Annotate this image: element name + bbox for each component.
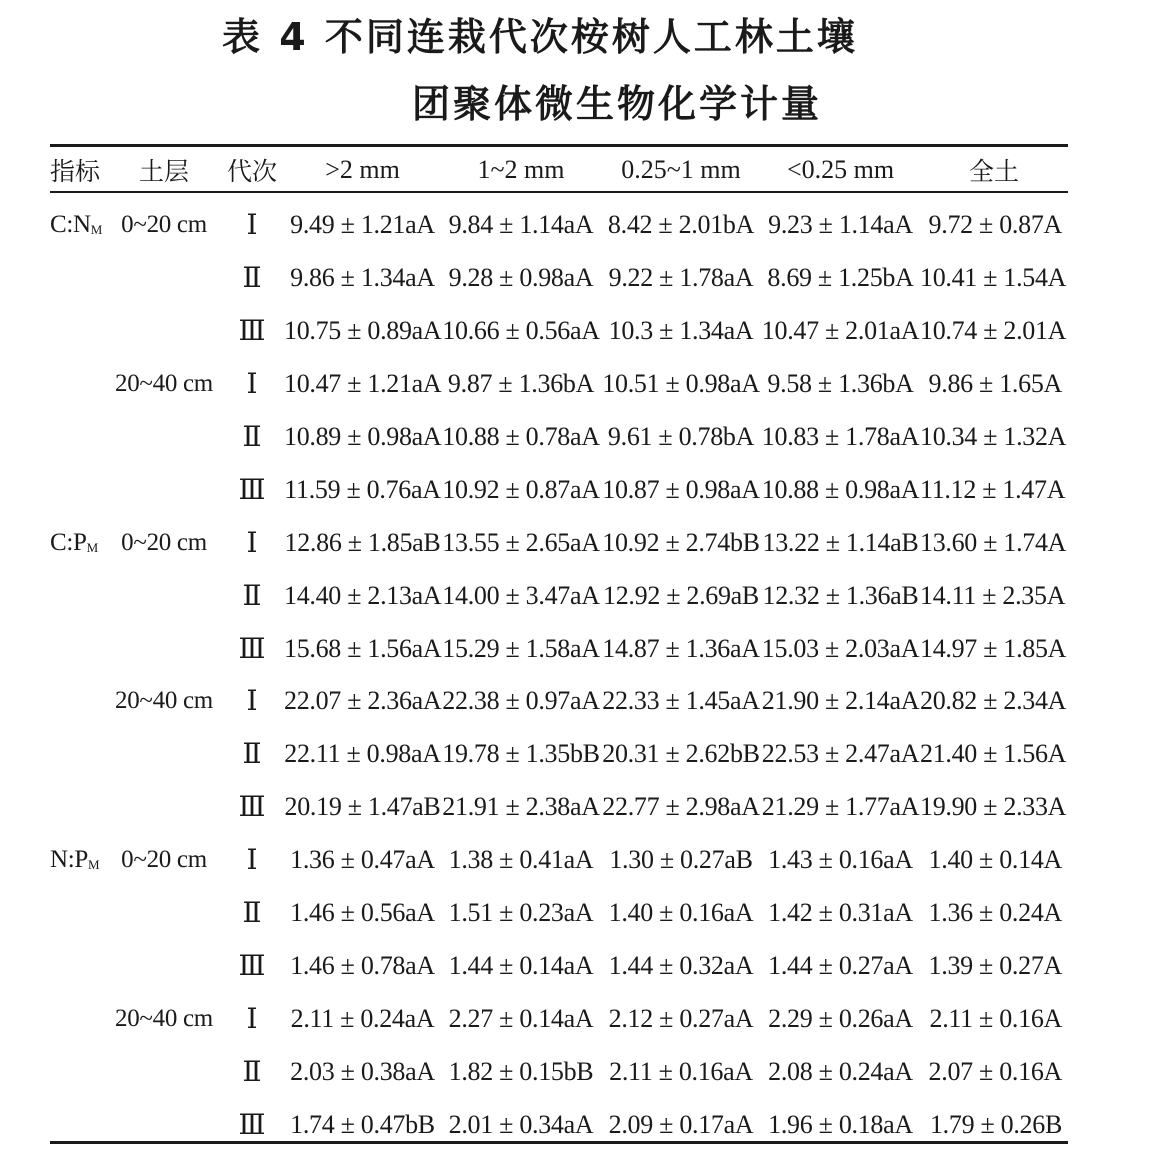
value-lt-025mm: 2.08 ± 0.24aA: [768, 1056, 913, 1086]
table-row: [50, 992, 1068, 1045]
indicator-cell: [50, 834, 108, 887]
generation-cell: Ⅱ: [242, 422, 262, 453]
value-gt-2mm: 14.40 ± 2.13aA: [284, 580, 442, 610]
indicator-cell: [50, 252, 108, 305]
soil-layer-cell: 0~20 cm: [121, 211, 207, 239]
soil-layer-cell: 0~20 cm: [121, 528, 207, 556]
value-025-1mm: 10.51 ± 0.98aA: [602, 369, 760, 399]
data-table: [50, 148, 1068, 1151]
indicator-cell: [50, 191, 108, 252]
value-025-1mm: 22.77 ± 2.98aA: [602, 792, 760, 822]
value-025-1mm: 20.31 ± 2.62bB: [602, 739, 760, 769]
table-row: [50, 1045, 1068, 1098]
indicator-cell: [50, 305, 108, 358]
value-gt-2mm: 1.46 ± 0.78aA: [290, 950, 435, 980]
value-lt-025mm: 8.69 ± 1.25bA: [767, 263, 914, 293]
value-1-2mm: 15.29 ± 1.58aA: [442, 633, 600, 663]
generation-cell: Ⅲ: [238, 1109, 266, 1141]
soil-layer-cell: [108, 569, 220, 622]
generation-cell: Ⅲ: [238, 633, 266, 665]
value-whole-soil: 2.07 ± 0.16A: [928, 1056, 1062, 1086]
value-whole-soil: 1.36 ± 0.24A: [928, 898, 1062, 928]
value-1-2mm: 9.87 ± 1.36bA: [447, 369, 595, 399]
value-whole-soil: 1.40 ± 0.14A: [928, 845, 1062, 875]
value-whole-soil: 2.11 ± 0.16A: [929, 1003, 1062, 1033]
value-1-2mm: 1.38 ± 0.41aA: [448, 845, 594, 875]
value-gt-2mm: 11.59 ± 0.76aA: [284, 474, 441, 504]
value-lt-025mm: 1.96 ± 0.18aA: [768, 1109, 913, 1139]
value-gt-2mm: 1.74 ± 0.47bB: [290, 1109, 435, 1139]
value-lt-025mm: 15.03 ± 2.03aA: [761, 633, 920, 663]
value-025-1mm: 2.11 ± 0.16aA: [609, 1056, 753, 1086]
value-1-2mm: 2.27 ± 0.14aA: [448, 1003, 594, 1033]
soil-layer-cell: [108, 1098, 220, 1151]
value-025-1mm: 1.40 ± 0.16aA: [608, 898, 754, 928]
indicator-cell: [50, 939, 108, 992]
table-title-line-2: 团聚体微生物化学计量: [412, 82, 823, 126]
table-header: [50, 148, 1068, 191]
table-row: [50, 728, 1068, 781]
value-1-2mm: 1.82 ± 0.15bB: [448, 1056, 594, 1086]
table-row: [50, 675, 1068, 728]
value-gt-2mm: 9.49 ± 1.21aA: [290, 210, 435, 240]
value-whole-soil: 10.34 ± 1.32A: [920, 422, 1067, 451]
table-row: [50, 252, 1068, 305]
value-1-2mm: 10.92 ± 0.87aA: [442, 474, 600, 504]
value-whole-soil: 21.40 ± 1.56A: [920, 739, 1067, 769]
value-lt-025mm: 9.58 ± 1.36bA: [767, 369, 914, 399]
generation-cell: Ⅰ: [246, 369, 258, 401]
value-lt-025mm: 22.53 ± 2.47aA: [761, 739, 920, 769]
soil-layer-cell: [108, 728, 220, 781]
value-025-1mm: 14.87 ± 1.36aA: [602, 633, 760, 663]
value-025-1mm: 10.87 ± 0.98aA: [602, 474, 760, 504]
soil-layer-cell: [108, 781, 220, 834]
indicator-subscript: M: [90, 222, 103, 238]
indicator-cell: [50, 887, 108, 940]
value-whole-soil: 10.41 ± 1.54A: [920, 263, 1067, 293]
indicator-cell: [50, 622, 108, 675]
table-body: [50, 191, 1068, 1151]
value-gt-2mm: 2.03 ± 0.38aA: [290, 1056, 435, 1086]
value-whole-soil: 10.74 ± 2.01A: [920, 316, 1067, 346]
value-lt-025mm: 12.32 ± 1.36aB: [762, 580, 919, 610]
generation-cell: Ⅲ: [238, 792, 266, 824]
value-025-1mm: 1.30 ± 0.27aB: [609, 845, 753, 875]
value-025-1mm: 2.09 ± 0.17aA: [608, 1109, 754, 1139]
indicator-label: C:P: [50, 528, 87, 556]
indicator-cell: [50, 569, 108, 622]
value-1-2mm: 13.55 ± 2.65aA: [442, 527, 600, 557]
indicator-cell: [50, 463, 108, 516]
value-lt-025mm: 1.43 ± 0.16aA: [768, 845, 913, 875]
table-row: [50, 887, 1068, 940]
generation-cell: Ⅲ: [238, 950, 266, 982]
indicator-cell: [50, 728, 108, 781]
header-whole-soil: 全土: [968, 156, 1019, 186]
value-gt-2mm: 22.07 ± 2.36aA: [284, 686, 442, 716]
value-whole-soil: 13.60 ± 1.74A: [920, 527, 1067, 557]
value-whole-soil: 9.72 ± 0.87A: [928, 210, 1062, 240]
value-025-1mm: 1.44 ± 0.32aA: [608, 950, 754, 980]
indicator-cell: [50, 992, 108, 1045]
indicator-cell: [50, 516, 108, 569]
soil-layer-cell: [108, 622, 220, 675]
value-025-1mm: 22.33 ± 1.45aA: [602, 686, 760, 716]
soil-layer-cell: [108, 252, 220, 305]
soil-layer-cell: 0~20 cm: [121, 846, 207, 874]
indicator-cell: [50, 781, 108, 834]
value-gt-2mm: 10.89 ± 0.98aA: [284, 422, 442, 451]
indicator-subscript: M: [86, 539, 98, 555]
header-indicator: 指标: [50, 156, 101, 186]
value-lt-025mm: 21.29 ± 1.77aA: [761, 792, 920, 822]
table-row: [50, 411, 1068, 464]
value-whole-soil: 20.82 ± 2.34A: [920, 686, 1067, 716]
generation-cell: Ⅰ: [246, 527, 258, 559]
value-025-1mm: 9.22 ± 1.78aA: [608, 263, 754, 293]
table-row: [50, 358, 1068, 411]
table-title-line-1: 表 4 不同连栽代次桉树人工林土壤: [222, 15, 858, 59]
value-gt-2mm: 15.68 ± 1.56aA: [284, 633, 442, 663]
generation-cell: Ⅲ: [238, 474, 266, 506]
soil-layer-cell: [108, 305, 220, 358]
table-row: [50, 191, 1068, 252]
table-row: [50, 305, 1068, 358]
value-whole-soil: 14.97 ± 1.85A: [920, 633, 1067, 663]
value-1-2mm: 14.00 ± 3.47aA: [442, 580, 600, 610]
generation-cell: Ⅱ: [242, 739, 262, 771]
value-1-2mm: 10.66 ± 0.56aA: [442, 316, 600, 346]
value-whole-soil: 11.12 ± 1.47A: [920, 474, 1066, 504]
generation-cell: Ⅱ: [242, 263, 262, 295]
value-1-2mm: 21.91 ± 2.38aA: [442, 792, 600, 822]
value-gt-2mm: 1.46 ± 0.56aA: [290, 898, 435, 928]
indicator-label: C:N: [50, 211, 91, 239]
value-lt-025mm: 13.22 ± 1.14aB: [762, 527, 919, 557]
value-lt-025mm: 1.44 ± 0.27aA: [768, 950, 913, 980]
value-gt-2mm: 22.11 ± 0.98aA: [284, 739, 441, 769]
value-lt-025mm: 10.88 ± 0.98aA: [761, 474, 920, 504]
indicator-cell: [50, 675, 108, 728]
table-row: [50, 781, 1068, 834]
header-lt-025mm: <0.25 mm: [786, 154, 895, 184]
value-gt-2mm: 2.11 ± 0.24aA: [290, 1003, 435, 1033]
value-lt-025mm: 10.47 ± 2.01aA: [761, 316, 920, 346]
generation-cell: Ⅱ: [242, 1056, 262, 1088]
generation-cell: Ⅰ: [246, 1003, 258, 1035]
table-row: [50, 463, 1068, 516]
value-1-2mm: 2.01 ± 0.34aA: [448, 1109, 594, 1139]
value-025-1mm: 10.3 ± 1.34aA: [608, 316, 754, 346]
value-lt-025mm: 10.83 ± 1.78aA: [761, 422, 920, 451]
value-1-2mm: 9.28 ± 0.98aA: [448, 263, 594, 293]
generation-cell: Ⅱ: [242, 580, 262, 612]
indicator-cell: [50, 358, 108, 411]
generation-cell: Ⅱ: [242, 898, 262, 930]
value-1-2mm: 9.84 ± 1.14aA: [448, 210, 594, 240]
value-025-1mm: 9.61 ± 0.78bA: [607, 422, 755, 451]
value-whole-soil: 19.90 ± 2.33A: [920, 792, 1067, 822]
top-rule: [50, 144, 1068, 147]
table-row: [50, 622, 1068, 675]
generation-cell: Ⅰ: [246, 845, 258, 877]
value-1-2mm: 10.88 ± 0.78aA: [442, 422, 600, 451]
value-gt-2mm: 10.75 ± 0.89aA: [284, 316, 442, 346]
value-1-2mm: 1.51 ± 0.23aA: [448, 898, 594, 928]
indicator-label: N:P: [50, 846, 89, 874]
generation-cell: Ⅰ: [246, 686, 258, 718]
value-lt-025mm: 9.23 ± 1.14aA: [768, 210, 913, 240]
table-row: [50, 569, 1068, 622]
value-gt-2mm: 20.19 ± 1.47aB: [284, 792, 441, 822]
generation-cell: Ⅰ: [246, 210, 258, 242]
value-whole-soil: 9.86 ± 1.65A: [928, 369, 1062, 399]
soil-layer-cell: [108, 939, 220, 992]
indicator-cell: [50, 1045, 108, 1098]
value-gt-2mm: 1.36 ± 0.47aA: [290, 845, 435, 875]
header-025-1mm: 0.25~1 mm: [621, 154, 741, 184]
value-025-1mm: 2.12 ± 0.27aA: [608, 1003, 754, 1033]
value-gt-2mm: 12.86 ± 1.85aB: [284, 527, 441, 557]
table-row: [50, 939, 1068, 992]
table-row: [50, 1098, 1068, 1151]
value-whole-soil: 1.39 ± 0.27A: [928, 950, 1062, 980]
value-025-1mm: 10.92 ± 2.74bB: [602, 527, 760, 557]
generation-cell: Ⅲ: [238, 316, 266, 348]
value-lt-025mm: 21.90 ± 2.14aA: [761, 686, 920, 716]
soil-layer-cell: 20~40 cm: [115, 687, 213, 715]
value-whole-soil: 1.79 ± 0.26B: [929, 1109, 1062, 1139]
table-row: [50, 834, 1068, 887]
value-1-2mm: 22.38 ± 0.97aA: [442, 686, 600, 716]
header-gt-2mm: >2 mm: [325, 154, 400, 184]
value-1-2mm: 1.44 ± 0.14aA: [448, 950, 594, 980]
soil-layer-cell: 20~40 cm: [115, 1004, 213, 1032]
value-gt-2mm: 10.47 ± 1.21aA: [284, 369, 442, 399]
soil-layer-cell: 20~40 cm: [115, 370, 213, 398]
soil-layer-cell: [108, 463, 220, 516]
header-row: [50, 148, 1068, 191]
value-025-1mm: 12.92 ± 2.69aB: [603, 580, 759, 610]
table-row: [50, 516, 1068, 569]
value-1-2mm: 19.78 ± 1.35bB: [442, 739, 600, 769]
indicator-subscript: M: [88, 857, 100, 873]
value-lt-025mm: 1.42 ± 0.31aA: [768, 898, 913, 928]
soil-layer-cell: [108, 411, 220, 464]
header-layer: 土层: [138, 156, 189, 186]
indicator-cell: [50, 411, 108, 464]
header-1-2mm: 1~2 mm: [477, 154, 565, 184]
value-025-1mm: 8.42 ± 2.01bA: [607, 210, 755, 240]
value-gt-2mm: 9.86 ± 1.34aA: [290, 263, 435, 293]
value-lt-025mm: 2.29 ± 0.26aA: [768, 1003, 913, 1033]
value-whole-soil: 14.11 ± 2.35A: [920, 580, 1066, 610]
soil-layer-cell: [108, 1045, 220, 1098]
header-generation: 代次: [226, 156, 277, 186]
soil-layer-cell: [108, 887, 220, 940]
indicator-cell: [50, 1098, 108, 1151]
